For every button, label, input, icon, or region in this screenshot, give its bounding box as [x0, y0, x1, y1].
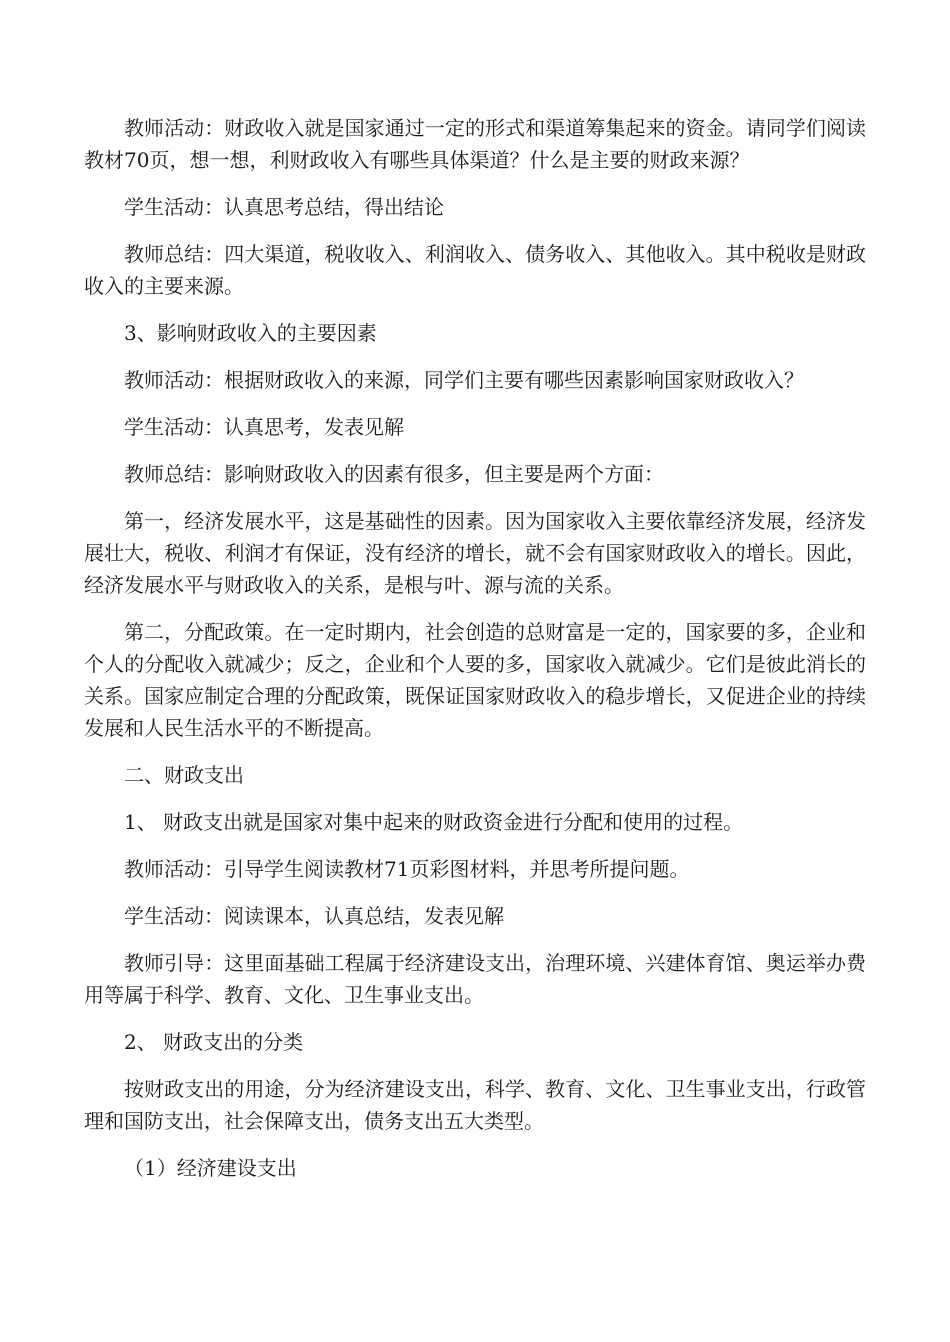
- heading-fiscal-expenditure: 二、财政支出: [124, 763, 244, 787]
- paragraph-teacher-activity-expenditure: 教师活动：引导学生阅读教材71页彩图材料，并思考所提问题。: [124, 857, 690, 881]
- heading-revenue-factors: 3、影响财政收入的主要因素: [124, 321, 377, 345]
- paragraph-teacher-activity-revenue: 教师活动：财政收入就是国家通过一定的形式和渠道筹集起来的资金。请同学们阅读教材70页，想一想，利财政收入有哪些具体渠道？什么是主要的财政来源？: [84, 116, 866, 172]
- paragraph-teacher-summary-channels: 教师总结：四大渠道，税收收入、利润收入、债务收入、其他收入。其中税收是财政收入的主要来源。: [84, 242, 866, 298]
- heading-economic-construction: （1）经济建设支出: [124, 1156, 297, 1180]
- heading-expenditure-classification: 2、 财政支出的分类: [124, 1030, 304, 1054]
- paragraph-factor-economy: 第一，经济发展水平，这是基础性的因素。因为国家收入主要依靠经济发展，经济发展壮大，税收、利润才有保证，没有经济的增长，就不会有国家财政收入的增长。因此，经济发展水平与财政收入的关系，是根与叶、源与流的关系。: [84, 509, 866, 597]
- paragraph-student-activity-conclusion: 学生活动：认真思考总结，得出结论: [124, 195, 444, 219]
- paragraph-teacher-guidance: 教师引导：这里面基础工程属于经济建设支出，治理环境、兴建体育馆、奥运举办费用等属于科学、教育、文化、卫生事业支出。: [84, 951, 866, 1007]
- paragraph-factor-distribution: 第二，分配政策。在一定时期内，社会创造的总财富是一定的，国家要的多，企业和个人的分配收入就减少；反之，企业和个人要的多，国家收入就减少。它们是彼此消长的关系。国家应制定合理的分配政策，既保证国家财政收入的稳步增长，又促进企业的持续发展和人民生活水平的不断提高。: [84, 620, 866, 740]
- paragraph-expenditure-types: 按财政支出的用途，分为经济建设支出，科学、教育、文化、卫生事业支出，行政管理和国防支出，社会保障支出，债务支出五大类型。: [84, 1077, 866, 1133]
- paragraph-teacher-activity-factors: 教师活动：根据财政收入的来源，同学们主要有哪些因素影响国家财政收入？: [124, 368, 804, 392]
- paragraph-student-activity-reading: 学生活动：阅读课本，认真总结，发表见解: [124, 904, 504, 928]
- paragraph-expenditure-definition: 1、 财政支出就是国家对集中起来的财政资金进行分配和使用的过程。: [124, 810, 744, 834]
- paragraph-student-activity-views: 学生活动：认真思考，发表见解: [124, 415, 404, 439]
- paragraph-teacher-summary-factors: 教师总结：影响财政收入的因素有很多，但主要是两个方面：: [124, 462, 664, 486]
